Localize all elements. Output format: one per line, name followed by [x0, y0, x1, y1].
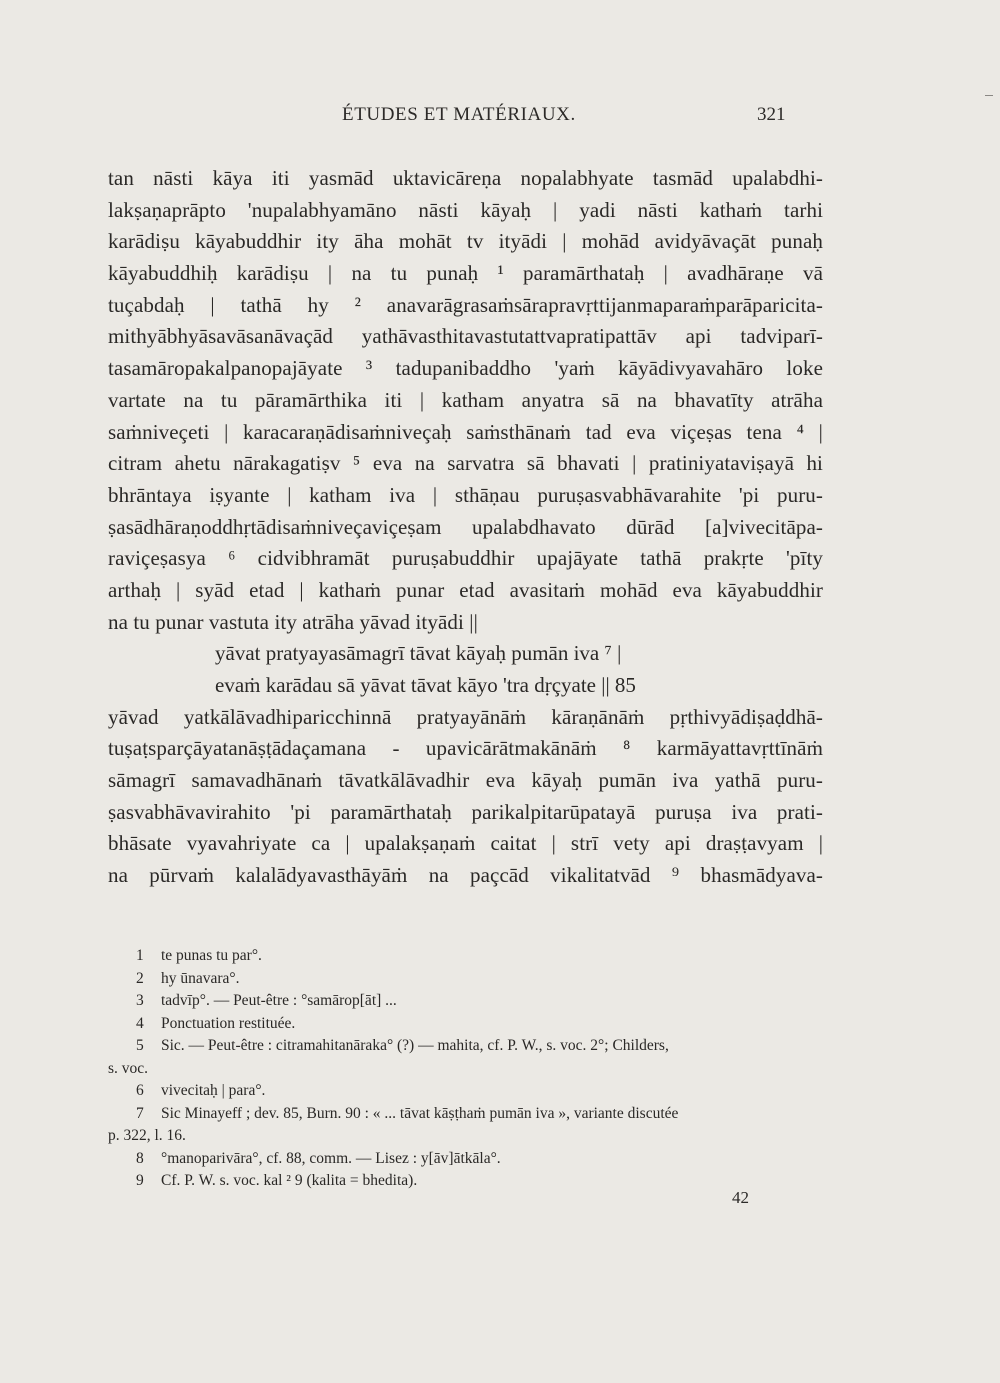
main-text [108, 163, 823, 892]
footnote-continuation [108, 1125, 823, 1148]
footnotes [108, 945, 823, 1193]
footnote-text: vivecitaḥ | para°. [161, 1082, 266, 1099]
text-line: ṣasādhāraṇoddhṛtādisaṁniveçaviçeṣam upalabdhavato dūrād [a]vivecitāpa- [108, 514, 823, 539]
text-line: yāvad yatkālāvadhiparicchinnā pratyayānāṁ kāraṇānāṁ pṛthivyādiṣaḍdhā- [108, 704, 823, 729]
footnote-text: Sic Minayeff ; dev. 85, Burn. 90 : « ... tāvat kāṣṭhaṁ pumān iva », variante discutée [161, 1104, 679, 1122]
text-line: vartate na tu pāramārthika iti | katham anyatra sā na bhavatīty atrāha [108, 387, 823, 412]
footnote [108, 945, 823, 968]
footnote [108, 990, 823, 1013]
text-line: saṁniveçeti | karacaraṇādisaṁniveçaḥ saṁsthānaṁ tad eva viçeṣas tena ⁴ | [108, 419, 823, 444]
footnote-number: 6 [136, 1082, 144, 1099]
page-header [0, 104, 1000, 134]
footnote-text: s. voc. [108, 1059, 149, 1077]
footnote-text: Sic. — Peut-être : citramahitanāraka° (?) — mahita, cf. P. W., s. voc. 2°; Childers, [161, 1037, 669, 1054]
text-line: bhāsate vyavahriyate ca | upalakṣaṇaṁ caitat | strī vety api draṣṭavyam | [108, 831, 823, 856]
text-line: tuçabdaḥ | tathā hy ² anavarāgrasaṁsārapravṛttijanmaparaṁparāparicita- [108, 292, 823, 317]
footnote [108, 968, 823, 991]
footnote-text: °manoparivāra°, cf. 88, comm. — Lisez : y[āv]ātkāla°. [161, 1149, 501, 1167]
footnote [108, 1035, 823, 1058]
text-line: tan nāsti kāya iti yasmād uktavicāreṇa nopalabhyate tasmād upalabdhi- [108, 166, 823, 190]
text-line: karādiṣu kāyabuddhir ity āha mohāt tv ityādi | mohād avidyāvaçāt punaḥ [108, 229, 823, 254]
footnote-number: 5 [136, 1037, 144, 1054]
text-line: na pūrvaṁ kalalādyavasthāyāṁ na paçcād vikalitatvād ⁹ bhasmādyava- [108, 863, 823, 888]
footnote-text: tadvīp°. — Peut-être : °samārop[āt] ... [161, 992, 397, 1009]
footnote [108, 1103, 823, 1126]
footnote-text: p. 322, l. 16. [108, 1127, 186, 1144]
footnote-number: 4 [136, 1014, 144, 1032]
footnote [108, 1170, 823, 1193]
footnote-number: 9 [136, 1172, 144, 1189]
text-line: sāmagrī samavadhānaṁ tāvatkālāvadhir eva kāyaḥ pumān iva yathā puru- [108, 768, 823, 793]
footnote [108, 1080, 823, 1103]
text-line: na tu punar vastuta ity atrāha yāvad ityādi || [108, 609, 478, 634]
footnote-continuation [108, 1058, 823, 1081]
footnote-text: Ponctuation restituée. [161, 1014, 296, 1032]
text-line: citram ahetu nārakagatiṣv ⁵ eva na sarvatra sā bhavati | pratiniyataviṣayā hi [108, 451, 823, 476]
footnote-number: 2 [136, 969, 144, 987]
verse-line: evaṁ karādau sā yāvat tāvat kāyo 'tra dṛçyate || 85 [215, 673, 636, 697]
text-line: tuṣaṭsparçāyatanāṣṭādaçamana - upavicārātmakānāṁ ⁸ karmāyattavṛttīnāṁ [108, 736, 823, 761]
text-line: ṣasvabhāvavirahito 'pi paramārthataḥ parikalpitarūpatayā puruṣa iva prati- [108, 799, 823, 824]
footnote-text: te punas tu par°. [161, 947, 262, 964]
footnote [108, 1148, 823, 1171]
verse-line: yāvat pratyayasāmagrī tāvat kāyaḥ pumān iva ⁷ | [215, 641, 622, 666]
footnote-text: Cf. P. W. s. voc. kal ² 9 (kalita = bhedita). [161, 1172, 418, 1189]
text-line: bhrāntaya iṣyante | katham iva | sthāṇau puruṣasvabhāvarahite 'pi puru- [108, 482, 823, 507]
footnote-number: 1 [136, 947, 144, 964]
footnote-number: 3 [136, 992, 144, 1009]
text-line: arthaḥ | syād etad | kathaṁ punar etad avasitaṁ mohād eva kāyabuddhir [108, 577, 823, 602]
text-line: kāyabuddhiḥ karādiṣu | na tu punaḥ ¹ paramārthataḥ | avadhāraṇe vā [108, 261, 823, 286]
footnote-text: hy ūnavara°. [161, 969, 240, 987]
text-line: lakṣaṇaprāpto 'nupalabhyamāno nāsti kāyaḥ | yadi nāsti kathaṁ tarhi [108, 197, 823, 222]
footnote-number: 8 [136, 1149, 144, 1167]
text-line: mithyābhyāsavāsanāvaçād yathāvasthitavastutattvapratipattāv api tadviparī- [108, 324, 823, 349]
footnote [108, 1013, 823, 1036]
signature-mark: 42 [732, 1188, 749, 1207]
page-corner-mark [985, 95, 993, 96]
running-title: ÉTUDES ET MATÉRIAUX. [342, 104, 576, 125]
text-line: tasamāropakalpanopajāyate ³ tadupanibaddho 'yaṁ kāyādivyavahāro loke [108, 356, 823, 381]
text-line: raviçeṣasya ⁶ cidvibhramāt puruṣabuddhir upajāyate tathā prakṛte 'pīty [108, 546, 823, 571]
page-number: 321 [757, 104, 786, 125]
footnote-number: 7 [136, 1104, 144, 1122]
